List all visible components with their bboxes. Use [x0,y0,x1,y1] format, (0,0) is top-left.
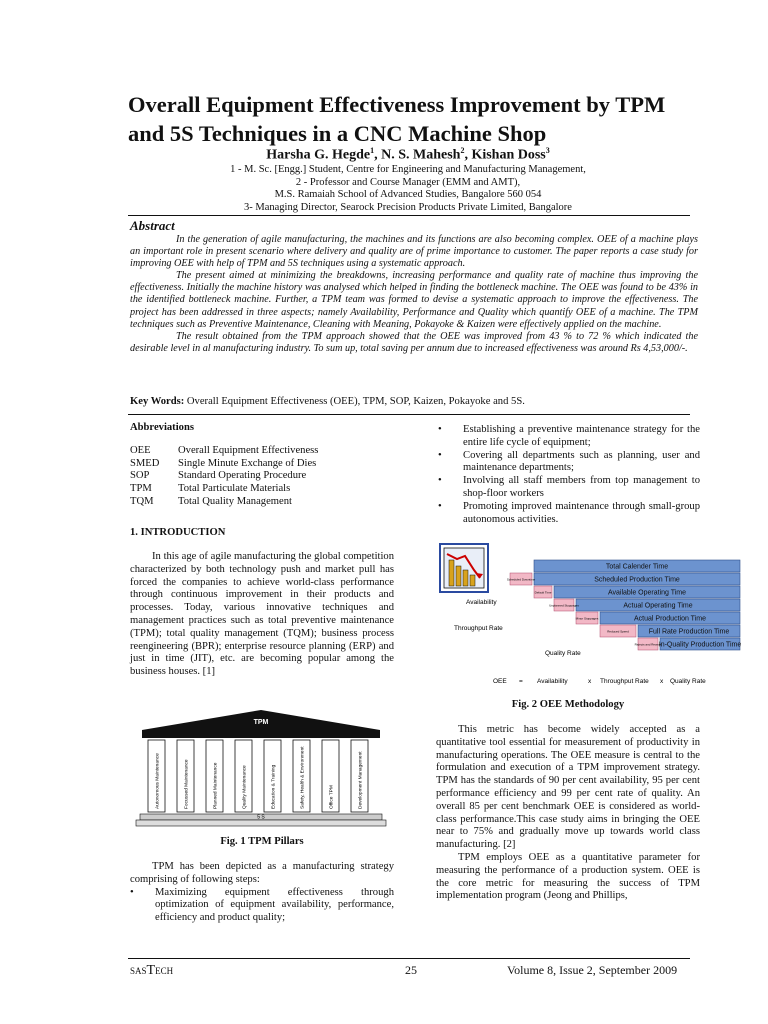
bullet-item: • Involving all staff members from top management to shop-floor workers [436,475,700,501]
author-list: Harsha G. Hegde$^1$, N. S. Mahesh$^2$, Kishan Doss$^3$ [266,146,550,163]
tpm-roof-label: TPM [253,719,269,726]
bullet-item: • Covering all departments such as planning, user and maintenance departments; [436,450,700,476]
tpm-roof-beam [142,730,380,738]
abbreviations-section [130,422,395,509]
abstract-heading: Abstract [130,218,175,233]
oee-bar-label: Available Operating Time [607,589,687,597]
author-sup: 1 [370,146,375,155]
tpm-intro-paragraph: TPM has been depicted as a manufacturing strategy comprising of following steps: [130,861,394,885]
body-paragraph: TPM employs OEE as a quantitative parameter for measuring the performance of a production system. OEE is the core metric for measuring the success of TPM implementation program (Jeong and Phillips, [436,851,700,902]
keywords-label: Key Words: [130,396,185,407]
author-name: N. S. Mahesh [381,147,461,163]
tpm-steps [130,861,394,925]
journal-tail: ECH [155,966,174,976]
paper-title: Overall Equipment Effectiveness Improvement by TPM and 5S Techniques in a CNC Machine Shop [128,92,666,146]
abbr: SOP [130,470,150,482]
abbr: TPM [130,483,152,495]
bullet-item: • Promoting improved maintenance through small-group autonomous activities. [436,501,700,527]
affiliations [128,164,688,214]
tpm-base-label: 5 S [257,814,265,821]
abbr: TQM [130,495,154,507]
body-paragraph: This metric has become widely accepted as a quantitative tool essential for measurement of productivity in manufacturing operations. The OEE measure is central to the formulation and execution of a TPM improvement strategy. TPM has the standards of 90 per cent availability, 95 per cent performance efficiency and 99 per cent rate of quality. An overall 85 per cent benchmark OEE is considered as world-class performance.This case study aims in bringing the OEE near to 75% and gradually move up towards world class manufacturing. [2] [436,724,700,851]
fig2-caption: Fig. 2 OEE Methodology [511,699,625,710]
abstract-paragraph: The result obtained from the TPM approach showed that the OEE was improved from 43 % to 72 % which indicated the desirable level in al manufacturing industry. To sum up, total saving per annum due to increased effectiveness was around Rs 4,53,000/-. [130,330,698,354]
affiliation-line: M.S. Ramaiah School of Advanced Studies, Bangalore 560 054 [274,189,542,200]
formula-availability: Availability [537,678,568,685]
oee-loss-label: Minor Stoppages [575,616,599,621]
keywords-text: Overall Equipment Effectiveness (OEE), TPM, SOP, Kaizen, Pokayoke and 5S. [186,396,525,407]
abbr-full: Total Quality Management [178,495,292,507]
tpm-pillar-label: Planned Maintenance [213,762,219,809]
tpm-pillar-label: Quality Maintenance [242,765,248,809]
metric-throughput: Throughput Rate [454,625,503,632]
oee-loss-label: Unplanned Stoppages [549,603,579,608]
abbreviation-row [130,483,395,496]
page-number: 25 [405,963,417,977]
right-bullet-list [436,424,700,526]
abbreviations-heading: Abbreviations [130,422,194,433]
formula-times: x [588,678,592,685]
author-sup: 3 [545,146,550,155]
keywords-rule [128,414,690,415]
top-rule [128,215,690,216]
tpm-pillar-label: Education & Training [271,764,277,809]
oee-bar-label: In-Quality Production Time [658,641,742,649]
affiliation-line: 1 - M. Sc. [Engg.] Student, Centre for Engineering and Manufacturing Management, [230,164,586,175]
abbreviation-row [130,445,395,458]
abstract-body [130,234,698,355]
formula-times: x [660,678,664,685]
abbr: OEE [130,444,151,456]
oee-loss-label: Default Time [534,590,552,595]
oee-bar-label: Actual Operating Time [623,602,693,610]
keywords [130,396,698,407]
issue-info: Volume 8, Issue 2, September 2009 [507,963,678,977]
intro-heading: 1. INTRODUCTION [130,527,226,538]
abstract-paragraph: The present aimed at minimizing the breakdowns, increasing performance and quality rate of machine thus improving the effectiveness. Initially the machine history was analysed which helped in finding the bottleneck machine. The OEE was found to be 43% in the identified bottleneck machine. Further, a TPM team was formed to devise a systematic approach to improve the effectiveness. The project has been addressed in three aspects; namely Availability, Performance and Quality which quantify OEE of a machine. The TPM techniques such as Preventive Maintenance, Cleaning with Meaning, Pokayoke & Kaizen were effectively applied on the machine. [130,270,698,330]
abbr-full: Single Minute Exchange of Dies [178,457,317,469]
author-name: Harsha G. Hegde [266,147,371,163]
intro-paragraph: In this age of agile manufacturing the global competition characterized by both technology push and market pull has forced the companies to achieve world-class performance through continuous improvement in their products and processes. Today, various innovative techniques and management practices such as total preventive maintenance (TPM); total quality management (TQM); business process reengineering (BPR); enterprise resource planning (ERP) and just in time (JIT), etc. are becoming popular among the business houses. [1] [130,551,394,678]
bar-chart-icon [440,544,488,592]
abbr-full: Standard Operating Procedure [178,470,307,482]
metric-availability: Availability [466,599,497,606]
formula-oee: OEE [493,678,507,685]
tpm-pillars [148,740,368,812]
oee-loss-label: Reduced Speed [607,629,629,634]
bullet-item: • Establishing a preventive maintenance strategy for the entire life cycle of equipment; [436,424,700,450]
tpm-pillar-label: Safety, Health & Environment [300,746,306,809]
affiliation-line: 3- Managing Director, Searock Precision Products Private Limited, Bangalore [244,201,572,213]
intro-section [130,551,394,679]
right-body [436,724,700,903]
abbr-full: Overall Equipment Effectiveness [178,444,319,456]
footer-rule [128,958,690,959]
fig1-caption: Fig. 1 TPM Pillars [220,836,304,847]
tpm-pillar-label: Focussed Maintenance [184,759,190,809]
tpm-pillar-label: Autonomous Maintenance [155,753,161,809]
abbr-full: Total Particulate Materials [178,483,291,495]
oee-loss-label: Scheduled Downtime [506,577,536,582]
tpm-foundation [136,820,386,826]
journal-name [130,963,173,979]
tpm-pillars-figure [134,708,388,828]
journal-small: SAS [130,966,147,976]
formula-equals: = [519,678,523,685]
oee-bar-label: Full Rate Production Time [648,628,730,636]
abbreviation-row [130,496,395,509]
formula-throughput: Throughput Rate [600,678,649,685]
oee-bar-label: Scheduled Production Time [594,576,680,584]
abbr: SMED [130,457,160,469]
author-sup: 2 [460,146,465,155]
tpm-pillar-label: Office TPM [329,785,335,809]
oee-loss-label: Rejects and Rework [634,642,662,647]
right-bullets [436,424,700,526]
left-bullet-list [128,887,394,925]
abbreviation-row [130,470,395,483]
abbreviation-row [130,458,395,471]
journal-big: T [146,963,156,978]
oee-bar-label: Actual Production Time [634,615,706,623]
author-name: Kishan Doss [471,147,546,163]
tpm-pillar-label: Development Management [358,751,364,809]
affiliation-line: 2 - Professor and Course Manager (EMM and AMT), [295,176,521,188]
oee-methodology-figure [438,542,742,692]
oee-formula [493,678,706,685]
bullet-item: • Maximizing equipment effectiveness through optimization of equipment availability, performance, efficiency and product quality; [128,887,394,925]
formula-quality: Quality Rate [670,678,706,685]
oee-bar-label: Total Calender Time [605,563,669,571]
abstract-paragraph: In the generation of agile manufacturing, the machines and its functions are also becoming complex. OEE of a machine plays an important role in present scenario where delivery and quality are of prime importance to customer. The paper reports a case study for improving OEE with help of TPM and 5S techniques using a systematic approach. [130,234,698,270]
metric-quality: Quality Rate [545,650,581,657]
